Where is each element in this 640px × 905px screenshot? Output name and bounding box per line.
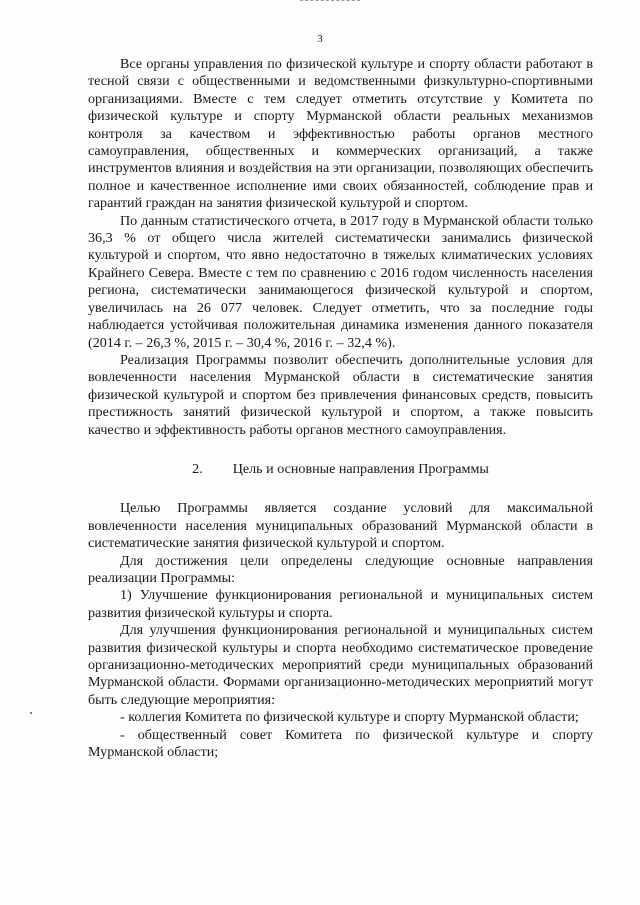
paragraph-statistics: По данным статистического отчета, в 2017 году в Мурманской области только 36,3 % от общего числа жителей систематически занимались физической культурой и спортом, что явно недостаточно в тяжелых климатических условиях Крайнего Севера. Вместе с тем по сравнению с 2016 годом численность населения региона, систематически занимающегося физической культурой и спортом, увеличилась на 26 077 человек. Следует отметить, что за последние годы наблюдается устойчивая положительная динамика изменения данного показателя (2014 г. – 26,3 %, 2015 г. – 30,4 %, 2016 г. – 32,4 %). <box>88 212 593 351</box>
list-item-public-council: - общественный совет Комитета по физической культуре и спорту Мурманской области; <box>88 726 593 761</box>
paragraph-directions-intro: Для достижения цели определены следующие основные направления реализации Программы: <box>88 552 593 586</box>
section-title: Цель и основные направления Программы <box>232 460 489 477</box>
section-heading <box>88 461 593 478</box>
paragraph-governance: Все органы управления по физической культуре и спорту области работают в тесной связи с общественными и ведомственными физкультурно-спортивными организациями. Вместе с тем следует отметить отсутствие у Комитета по физической культуре и спорту Мурманской области реальных механизмов контроля за качеством и эффективностью работы органов местного самоуправления, общественных и коммерческих организаций, а также инструментов влияния и воздействия на эти организации, позволяющих обеспечить полное и качественное исполнение ими своих обязанностей, соблюдение прав и гарантий граждан на занятия физической культурой и спортом. <box>88 56 593 212</box>
section-number: 2. <box>192 460 203 477</box>
paragraph-program-implementation: Реализация Программы позволит обеспечить дополнительные условия для вовлеченности населения Мурманской области в систематические занятия физической культурой и спортом без привлечения финансовых средств, повысить престижность занятий физической культурой и спортом, а также повысить качество и эффективность работы органов местного самоуправления. <box>88 351 593 438</box>
paragraph-program-goal: Целью Программы является создание условий для максимальной вовлеченности населения муниципальных образований Мурманской области в систематические занятия физической культурой и спортом. <box>88 500 593 552</box>
scan-dot <box>30 712 32 714</box>
document-body <box>88 56 593 761</box>
paragraph-methodical-events: Для улучшения функционирования региональной и муниципальных систем развития физической культуры и спорта необходимо систематическое проведение организационно-методических мероприятий среди муниципальных образований Мурманской области. Формами организационно-методических мероприятий могут быть следующие мероприятия: <box>88 622 593 708</box>
page-number: 3 <box>317 33 323 45</box>
paragraph-direction-1: 1) Улучшение функционирования региональной и муниципальных систем развития физической культуры и спорта. <box>88 587 593 621</box>
scan-artifact <box>300 0 360 3</box>
list-item-collegium: - коллегия Комитета по физической культуре и спорту Мурманской области; <box>120 709 579 726</box>
